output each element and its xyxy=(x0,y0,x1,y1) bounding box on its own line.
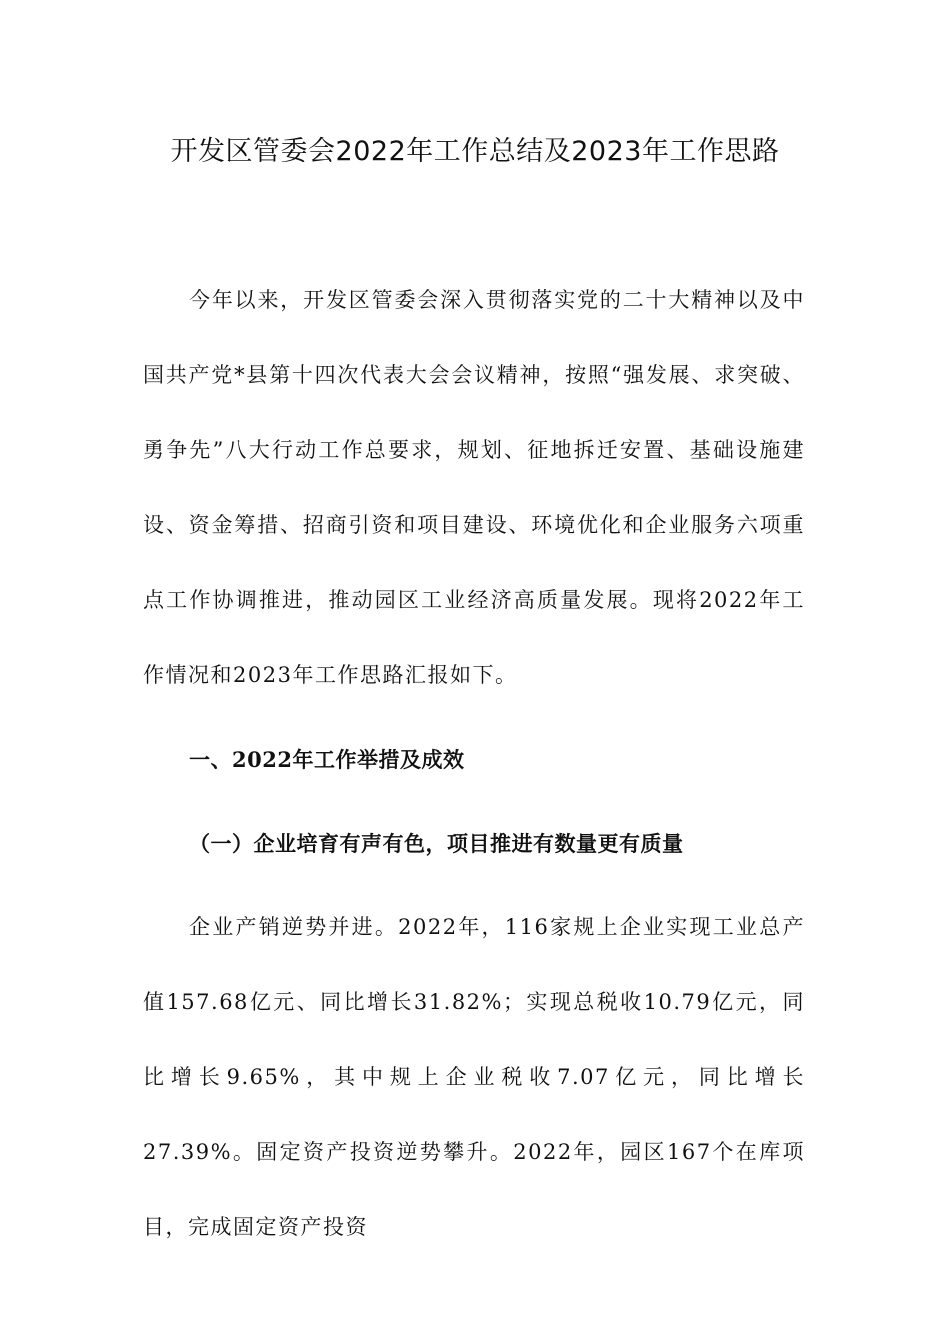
subsection-paragraph: 企业产销逆势并进。2022年，116家规上企业实现工业总产值157.68亿元、同比增长31.82%；实现总税收10.79亿元，同比增长9.65%，其中规上企业税收7.07亿元，同比增长27.39%。固定资产投资逆势攀升。2022年，园区167个在库项目，完成固定资产投资 xyxy=(143,915,805,1239)
intro-paragraph: 今年以来，开发区管委会深入贯彻落实党的二十大精神以及中国共产党*县第十四次代表大会会议精神，按照“强发展、求突破、勇争先”八大行动工作总要求，规划、征地拆迁安置、基础设施建设、资金筹措、招商引资和项目建设、环境优化和企业服务六项重点工作协调推进，推动园区工业经济高质量发展。现将2022年工作情况和2023年工作思路汇报如下。 xyxy=(143,288,805,687)
subsection-heading: （一）企业培育有声有色，项目推进有数量更有质量 xyxy=(189,831,684,856)
section-heading: 一、2022年工作举措及成效 xyxy=(189,747,465,772)
document-title: 开发区管委会2022年工作总结及2023年工作思路 xyxy=(170,136,780,167)
